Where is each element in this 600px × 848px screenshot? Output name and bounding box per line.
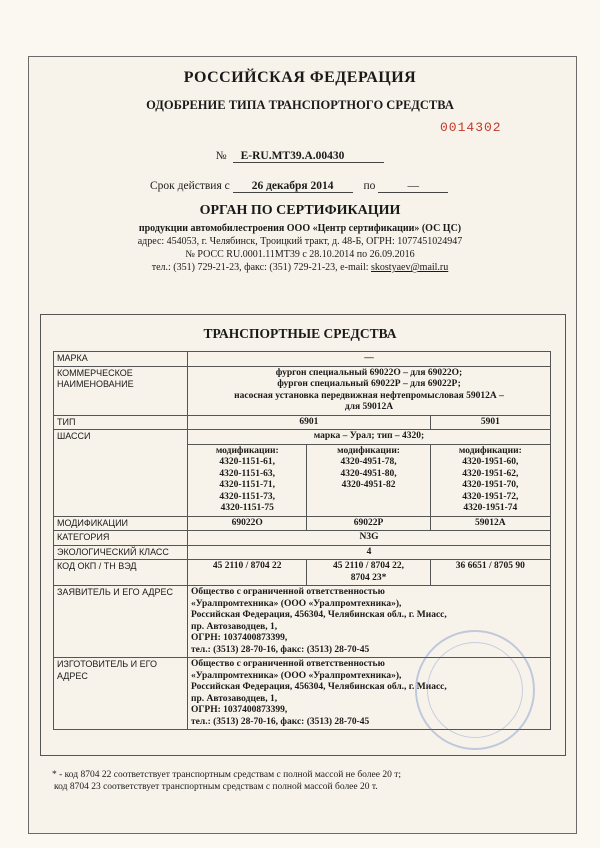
mod-value-2: 69022Р <box>307 516 430 531</box>
table-row <box>54 352 551 367</box>
number-label: № <box>215 150 227 162</box>
organ-line-1: продукции автомобилестроения ООО «Центр сертификации» (ОС ЦС) <box>138 223 462 234</box>
marka-value: — <box>188 352 551 367</box>
okp-value-1: 45 2110 / 8704 22 <box>188 560 307 586</box>
seal-stamp-icon <box>415 630 535 750</box>
applicant-address: Общество с ограниченной ответственностью «Уралпромтехника» (ООО «Уралпромтехника»), Российская Федерация, 456304, Челябинская обл., г. Миасс, пр. Автозаводцев, 1, ОГРН: 1037400873399, тел.: (3513) 28-70-16, факс: (3513) 28-70-45 <box>188 586 551 658</box>
row-label: ИЗГОТОВИТЕЛЬ И ЕГО АДРЕС <box>54 658 188 730</box>
approval-number: E-RU.MT39.A.00430 <box>233 150 385 163</box>
table-row <box>54 516 551 531</box>
approval-number-line <box>0 150 600 163</box>
eco-class-value: 4 <box>188 545 551 560</box>
chassis-mods-1: модификации: 4320-1151-61, 4320-1151-63, 4320-1151-71, 4320-1151-73, 4320-1151-75 <box>188 444 307 516</box>
country-title: РОССИЙСКАЯ ФЕДЕРАЦИЯ <box>183 69 417 86</box>
validity-to-label: по <box>363 180 376 192</box>
row-label: ЗАЯВИТЕЛЬ И ЕГО АДРЕС <box>54 586 188 658</box>
row-label: КОММЕРЧЕСКОЕ НАИМЕНОВАНИЕ <box>54 366 188 415</box>
footnote-line-1: * - код 8704 22 соответствует транспортным средствам с полной массой не более 20 т; <box>52 770 401 780</box>
row-label: ТИП <box>54 415 188 430</box>
row-label: КАТЕГОРИЯ <box>54 531 188 546</box>
table-row <box>54 415 551 430</box>
chassis-mods-2: модификации: 4320-4951-78, 4320-4951-80, 4320-4951-82 <box>307 444 430 516</box>
row-label: КОД ОКП / ТН ВЭД <box>54 560 188 586</box>
organ-contacts <box>0 261 600 274</box>
vehicles-title: ТРАНСПОРТНЫЕ СРЕДСТВА <box>203 326 397 341</box>
table-row <box>54 531 551 546</box>
validity-from: 26 декабря 2014 <box>233 180 353 193</box>
okp-value-2: 45 2110 / 8704 22, 8704 23* <box>307 560 430 586</box>
table-row <box>54 430 551 445</box>
organ-phone: тел.: (351) 729-21-23, факс: (351) 729-21-23, e-mail: <box>151 262 369 273</box>
row-label: МОДИФИКАЦИИ <box>54 516 188 531</box>
organ-line-3: № РОСС RU.0001.11МТ39 с 28.10.2014 по 26.09.2016 <box>185 249 415 260</box>
row-label: МАРКА <box>54 352 188 367</box>
commercial-name-value: фургон специальный 69022О – для 69022О; фургон специальный 69022Р – для 69022Р; насосная установка передвижная нефтепромысловая 59012А – для 59012А <box>188 366 551 415</box>
category-value: N3G <box>188 531 551 546</box>
row-label: ЭКОЛОГИЧЕСКИЙ КЛАСС <box>54 545 188 560</box>
okp-value-3: 36 6651 / 8705 90 <box>430 560 550 586</box>
validity-label: Срок действия с <box>150 180 230 192</box>
table-row <box>54 545 551 560</box>
chassis-summary: марка – Урал; тип – 4320; <box>188 430 551 445</box>
mod-value-3: 59012А <box>430 516 550 531</box>
mod-value-1: 69022О <box>188 516 307 531</box>
row-label: ШАССИ <box>54 430 188 517</box>
organ-line-2: адрес: 454053, г. Челябинск, Троицкий тракт, д. 48-Б, ОГРН: 1077451024947 <box>137 236 463 247</box>
tip-value-1: 6901 <box>188 415 431 430</box>
table-row <box>54 560 551 586</box>
validity-line <box>150 180 448 193</box>
tip-value-2: 5901 <box>430 415 550 430</box>
manufacturer-address: Общество с ограниченной ответственностью «Уралпромтехника» (ООО «Уралпромтехника»), Российская Федерация, 456304, Челябинская обл., г. Миасс, пр. Автозаводцев, 1, ОГРН: 1037400873399, тел.: (3513) 28-70-16, факс: (3513) 28-70-45 <box>188 658 551 730</box>
table-row <box>54 366 551 415</box>
footnote-line-2: код 8704 23 соответствует транспортным средствам с полной массой более 20 т. <box>54 782 378 792</box>
chassis-mods-3: модификации: 4320-1951-60, 4320-1951-62, 4320-1951-70, 4320-1951-72, 4320-1951-74 <box>430 444 550 516</box>
organ-title: ОРГАН ПО СЕРТИФИКАЦИИ <box>199 203 401 218</box>
validity-to: — <box>378 180 448 193</box>
organ-email-link[interactable]: skostyaev@mail.ru <box>371 262 449 273</box>
serial-number: 0014302 <box>440 120 502 135</box>
document-title: ОДОБРЕНИЕ ТИПА ТРАНСПОРТНОГО СРЕДСТВА <box>146 98 454 112</box>
